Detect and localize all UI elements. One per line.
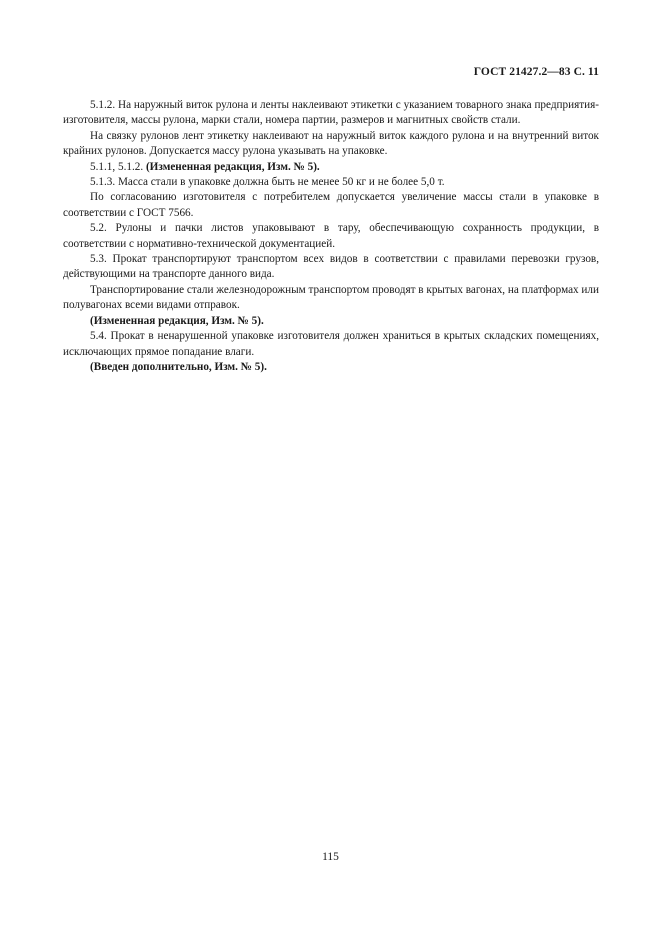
amendment-note-bold: (Измененная редакция, Изм. № 5). [90, 314, 264, 327]
amendment-note-transport [63, 314, 599, 329]
paragraph-5-3: 5.3. Прокат транспортируют транспортом всех видов в соответствии с правилами перевозки грузов, действующими на транспорте данного вида. [63, 253, 599, 281]
paragraph-5-4: 5.4. Прокат в ненарушенной упаковке изготовителя должен храниться в крытых складских помещениях, исключающих прямое попадание влаги. [63, 330, 599, 358]
paragraph-5-1-2: 5.1.2. На наружный виток рулона и ленты наклеивают этикетки с указанием товарного знака предприятия-изготовителя, массы рулона, марки стали, номера партии, размеров и магнитных свойств стали. [63, 99, 599, 127]
paragraph-bundle-labeling: На связку рулонов лент этикетку наклеивают на наружный виток каждого рулона и на внутренний виток крайних рулонов. Допускается массу рулона указывать на упаковке. [63, 129, 599, 158]
amendment-note-prefix: 5.1.1, 5.1.2. [90, 160, 146, 173]
amendment-note-5-1-1 [63, 160, 599, 175]
page-number: 115 [322, 851, 339, 863]
document-body [63, 98, 599, 375]
amendment-note-bold: (Измененная редакция, Изм. № 5). [145, 160, 320, 173]
amendment-note-added [63, 360, 599, 375]
document-header: ГОСТ 21427.2—83 С. 11 [473, 66, 599, 78]
paragraph-mass-agreement: По согласованию изготовителя с потребителем допускается увеличение массы стали в упаковке в соответствии с ГОСТ 7566. [63, 191, 599, 219]
paragraph-rail-transport: Транспортирование стали железнодорожным транспортом проводят в крытых вагонах, на платформах или полувагонах всеми видами отправок. [63, 283, 599, 312]
paragraph-5-1-3: 5.1.3. Масса стали в упаковке должна быть не менее 50 кг и не более 5,0 т. [90, 176, 445, 189]
amendment-note-bold: (Введен дополнительно, Изм. № 5). [90, 360, 267, 373]
paragraph-5-2: 5.2. Рулоны и пачки листов упаковывают в тару, обеспечивающую сохранность продукции, в соответствии с нормативно-технической документацией. [63, 222, 599, 250]
